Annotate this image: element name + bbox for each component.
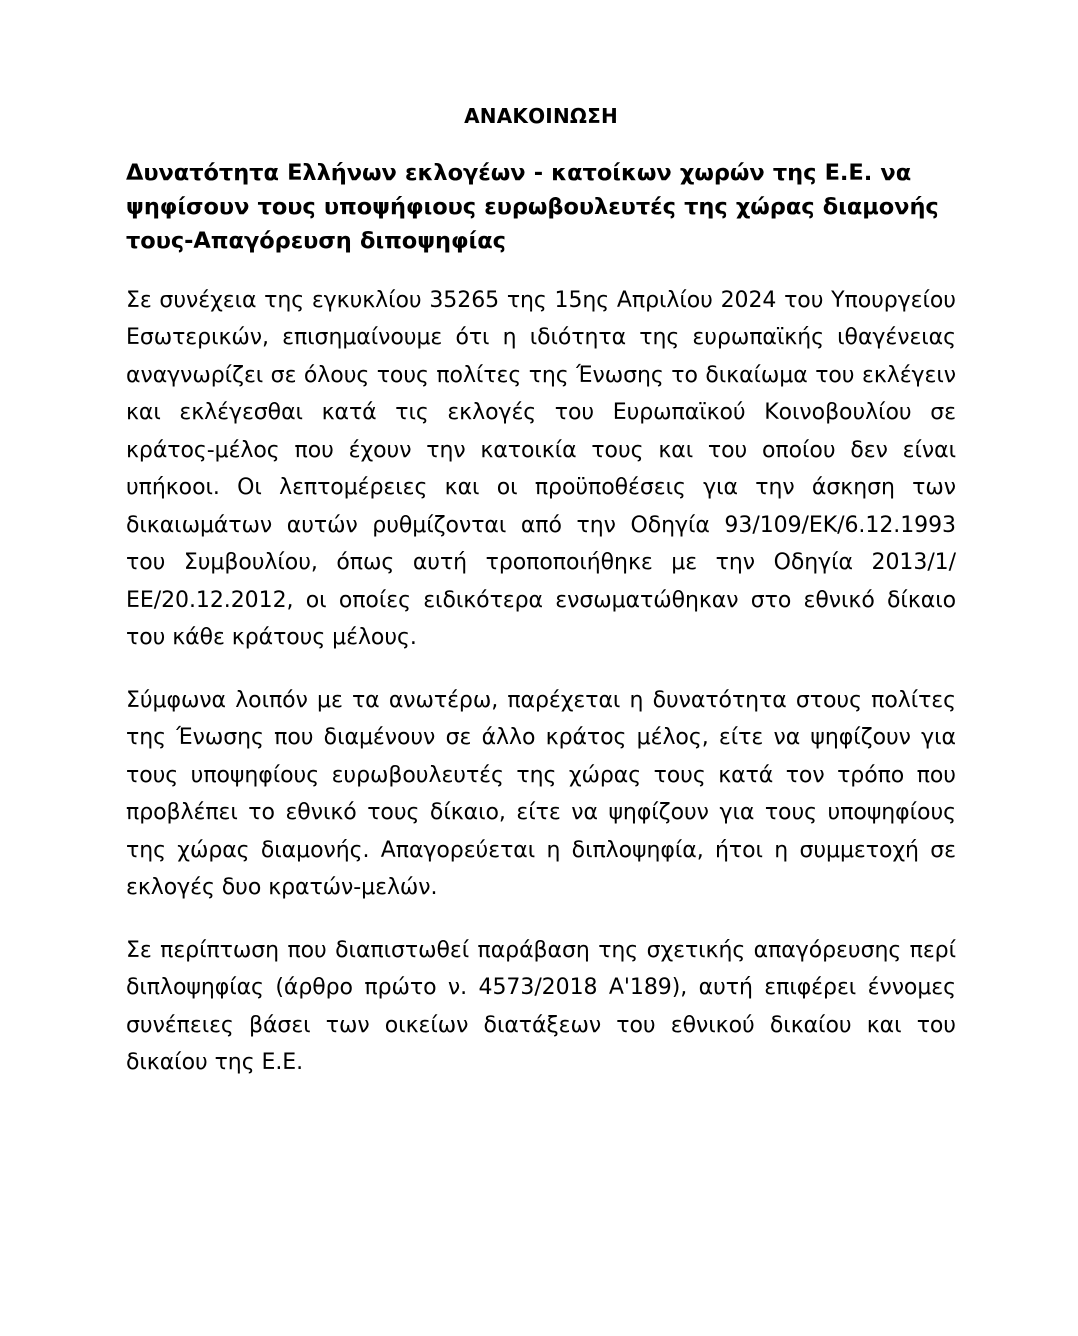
body-paragraph-1: Σε συνέχεια της εγκυκλίου 35265 της 15ης Απριλίου 2024 του Υπουργείου Εσωτερικών, επισημαίνουμε ότι η ιδιότητα της ευρωπαϊκής ιθαγένειας αναγνωρίζει σε όλους τους πολίτες της Ένωσης το δικαίωμα του εκλέγειν και εκλέγεσθαι κατά τις εκλογές του Ευρωπαϊκού Κοινοβουλίου σε κράτος-μέλος που έχουν την κατοικία τους και του οποίου δεν είναι υπήκοοι. Οι λεπτομέρειες και οι προϋποθέσεις για την άσκηση των δικαιωμάτων αυτών ρυθμίζονται από την Οδηγία 93/109/ΕΚ/6.12.1993 του Συμβουλίου, όπως αυτή τροποποιήθηκε με την Οδηγία 2013/1/ΕΕ/20.12.2012, οι οποίες ειδικότερα ενσωματώθηκαν στο εθνικό δίκαιο του κάθε κράτους μέλους. <box>126 287 956 651</box>
document-content <box>126 0 956 1082</box>
document-subject-heading: Δυνατότητα Ελλήνων εκλογέων - κατοίκων χωρών της Ε.Ε. να ψηφίσουν τους υποψήφιους ευρωβουλευτές της χώρας διαμονής τους-Απαγόρευση διποψηφίας <box>126 160 939 255</box>
body-paragraph-2: Σύμφωνα λοιπόν με τα ανωτέρω, παρέχεται η δυνατότητα στους πολίτες της Ένωσης που διαμένουν σε άλλο κράτος μέλος, είτε να ψηφίζουν για τους υποψηφίους ευρωβουλευτές της χώρας τους κατά τον τρόπο που προβλέπει το εθνικό τους δίκαιο, είτε να ψηφίζουν για τους υποψηφίους της χώρας διαμονής. Απαγορεύεται η διπλοψηφία, ήτοι η συμμετοχή σε εκλογές δυο κρατών-μελών. <box>126 687 956 901</box>
body-paragraph-3: Σε περίπτωση που διαπιστωθεί παράβαση της σχετικής απαγόρευσης περί διπλοψηφίας (άρθρο πρώτο ν. 4573/2018 Α'189), αυτή επιφέρει έννομες συνέπειες βάσει των οικείων διατάξεων του εθνικού δικαίου και του δικαίου της Ε.Ε. <box>126 937 956 1076</box>
page-title: ΑΝΑΚΟΙΝΩΣΗ <box>464 104 618 128</box>
